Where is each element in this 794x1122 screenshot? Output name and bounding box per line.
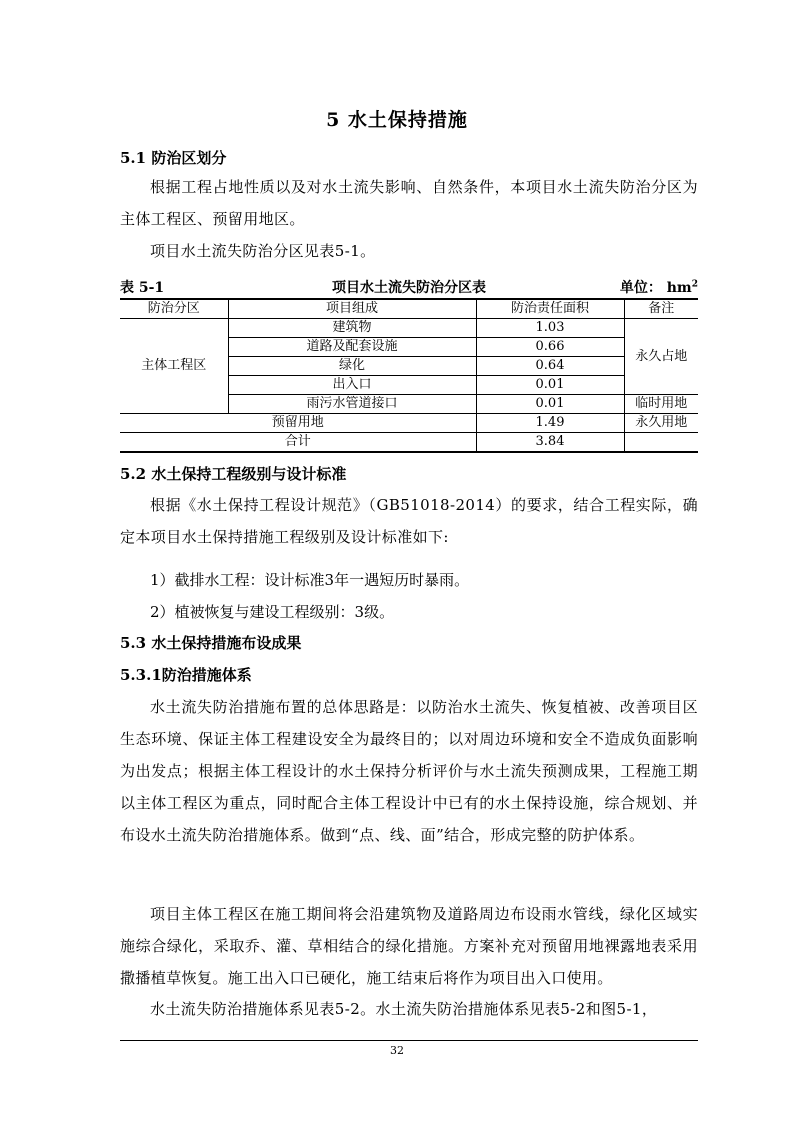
component-cell: 出入口 — [228, 376, 476, 395]
total-label-cell: 合计 — [120, 433, 476, 453]
section-5-3-1-paragraph-1: 水土流失防治措施布置的总体思路是：以防治水土流失、恢复植被、改善项目区生态环境、保证主体工程建设安全为最终目的；以对周边环境和安全不造成负面影响为出发点；根据主体工程设计的水土保持分析评价与水土流失预测成果，工程施工期以主体工程区为重点，同时配合主体工程设计中已有的水土保持设施，综合规划、并布设水土流失防治措施体系。做到“点、线、面”结合，形成完整的防护体系。 — [120, 698, 698, 844]
table-unit-exponent: 2 — [691, 279, 698, 290]
table-row — [120, 319, 698, 338]
table-number: 表 5-1 — [120, 280, 165, 296]
standard-item-1: 1）截排水工程：设计标准3年一遇短历时暴雨。 — [150, 571, 470, 589]
prevention-zone-table — [120, 298, 698, 453]
zone-cell-main: 主体工程区 — [120, 319, 228, 414]
note-cell-permanent: 永久占地 — [624, 319, 698, 395]
area-cell: 0.01 — [476, 395, 624, 414]
note-cell-temporary: 临时用地 — [624, 395, 698, 414]
table-reference-paragraph: 项目水土流失防治分区见表5-1。 — [150, 242, 376, 260]
section-5-3-heading: 5.3 水土保持措施布设成果 — [120, 634, 302, 652]
section-5-2-paragraph: 根据《水土保持工程设计规范》（GB51018-2014）的要求，结合工程实际，确定本项目水土保持措施工程级别及设计标准如下: — [120, 496, 698, 546]
note-cell-empty — [624, 433, 698, 453]
section-5-3-1-paragraph-3: 水土流失防治措施体系见表5-2。水土流失防治措施体系见表5-2和图5-1， — [150, 1000, 658, 1018]
standard-item-2: 2）植被恢复与建设工程级别：3级。 — [150, 603, 395, 621]
reserve-label-cell: 预留用地 — [120, 414, 476, 433]
section-5-3-1-heading: 5.3.1防治措施体系 — [120, 666, 252, 684]
table-unit-label: 单位： — [619, 280, 662, 296]
section-5-1-paragraph: 根据工程占地性质以及对水土流失影响、自然条件，本项目水土流失防治分区为主体工程区、预留用地区。 — [120, 178, 698, 228]
component-cell: 雨污水管道接口 — [228, 395, 476, 414]
area-cell: 1.03 — [476, 319, 624, 338]
chapter-title: 5 水土保持措施 — [326, 109, 468, 131]
section-5-2-heading: 5.2 水土保持工程级别与设计标准 — [120, 465, 347, 483]
table-row-reserve — [120, 414, 698, 433]
table-title: 项目水土流失防治分区表 — [332, 280, 486, 296]
note-cell: 永久用地 — [624, 414, 698, 433]
footer-divider — [120, 1040, 698, 1041]
component-cell: 绿化 — [228, 357, 476, 376]
area-cell: 0.64 — [476, 357, 624, 376]
section-5-1-heading: 5.1 防治区划分 — [120, 149, 227, 167]
table-unit — [620, 277, 698, 297]
area-cell: 0.66 — [476, 338, 624, 357]
table-header-cell: 防治分区 — [120, 299, 228, 319]
table-caption — [120, 277, 698, 295]
component-cell: 道路及配套设施 — [228, 338, 476, 357]
table-row-total — [120, 433, 698, 453]
table-header-cell: 防治责任面积 — [476, 299, 624, 319]
area-cell: 0.01 — [476, 376, 624, 395]
table-header-cell: 项目组成 — [228, 299, 476, 319]
page-number: 32 — [390, 1044, 404, 1057]
total-area-cell: 3.84 — [476, 433, 624, 453]
section-5-3-1-paragraph-2: 项目主体工程区在施工期间将会沿建筑物及道路周边布设雨水管线，绿化区域实施综合绿化，采取乔、灌、草相结合的绿化措施。方案补充对预留用地裸露地表采用撒播植草恢复。施工出入口已硬化，施工结束后将作为项目出入口使用。 — [120, 905, 698, 987]
component-cell: 建筑物 — [228, 319, 476, 338]
table-header-row — [120, 299, 698, 319]
table-header-cell: 备注 — [624, 299, 698, 319]
area-cell: 1.49 — [476, 414, 624, 433]
table-unit-value: hm — [666, 280, 692, 296]
